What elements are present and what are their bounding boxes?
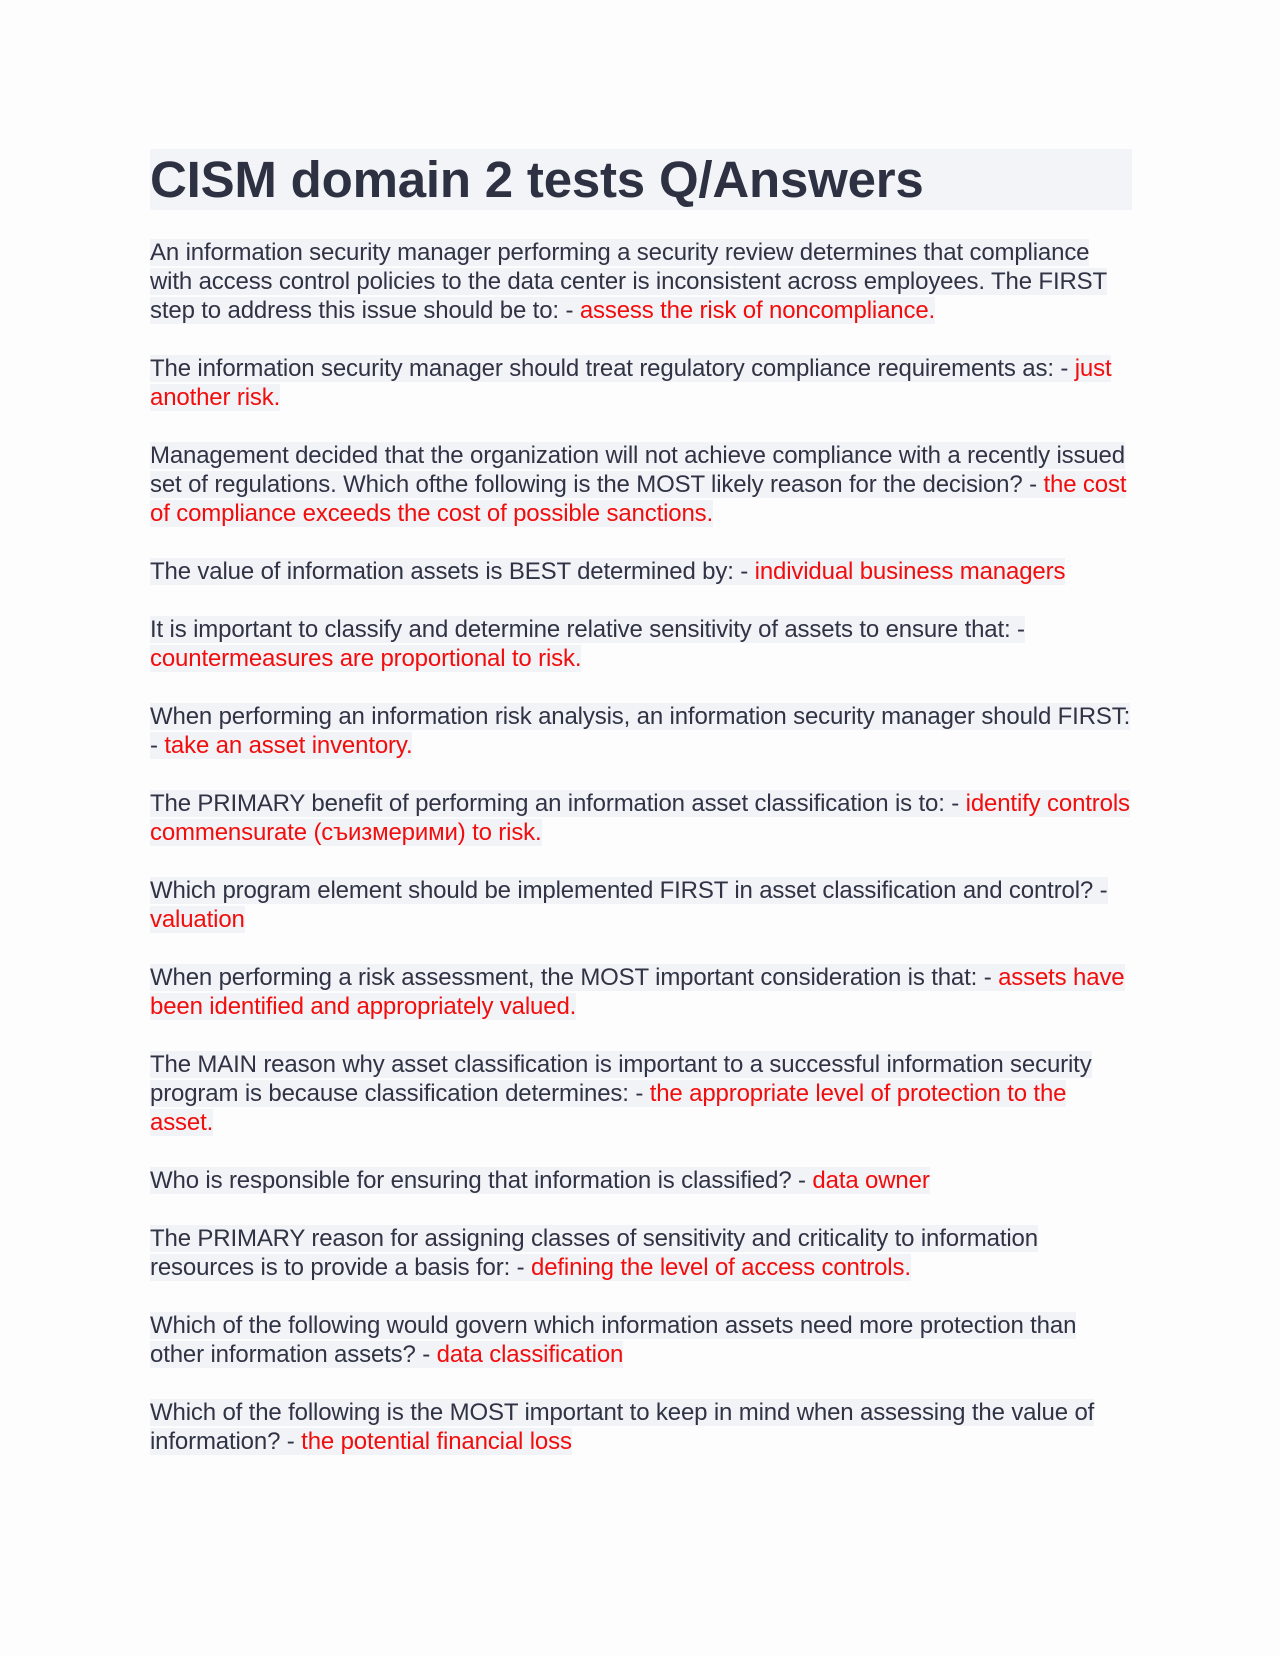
question-text: The PRIMARY benefit of performing an information asset classification is to: [150, 790, 945, 817]
qa-separator: - [1093, 877, 1108, 904]
question-text: Which of the following would govern which information assets need more protection than other information assets? [150, 1312, 1077, 1368]
qa-highlight [150, 790, 1130, 846]
document-page [150, 149, 1132, 1456]
qa-highlight [150, 703, 1130, 759]
qa-item [150, 876, 1132, 934]
qa-item [150, 1311, 1132, 1369]
question-text: Which program element should be implemented FIRST in asset classification and control? [150, 877, 1094, 904]
answer-text: data owner [812, 1167, 930, 1194]
qa-separator: - [558, 297, 580, 324]
qa-separator: - [415, 1341, 437, 1368]
qa-item [150, 1050, 1132, 1137]
answer-text: identify controls commensurate (съизмерими) to risk. [150, 790, 1130, 846]
qa-highlight [150, 877, 1108, 933]
qa-separator: - [1022, 471, 1044, 498]
question-text: The information security manager should treat regulatory compliance requirements as: [150, 355, 1054, 382]
qa-item [150, 1398, 1132, 1456]
question-text: The value of information assets is BEST determined by: [150, 558, 734, 585]
qa-item [150, 615, 1132, 673]
answer-text: the appropriate level of protection to the asset. [150, 1080, 1067, 1136]
qa-highlight [150, 616, 1025, 672]
question-text: Management decided that the organization will not achieve compliance with a recently issued set of regulations. Which ofthe following is the MOST likely reason for the decision? [150, 442, 1125, 498]
answer-text: valuation [150, 906, 245, 933]
qa-separator: - [150, 732, 165, 759]
qa-highlight [150, 239, 1107, 324]
qa-item [150, 441, 1132, 528]
question-text: Which of the following is the MOST important to keep in mind when assessing the value of information? [150, 1399, 1095, 1455]
qa-item [150, 557, 1132, 586]
question-text: Who is responsible for ensuring that information is classified? [150, 1167, 792, 1194]
answer-text: data classification [436, 1341, 624, 1368]
answer-text: just another risk. [150, 355, 1112, 411]
qa-highlight [150, 1399, 1094, 1455]
qa-item [150, 789, 1132, 847]
qa-separator: - [791, 1167, 813, 1194]
question-text: When performing a risk assessment, the MOST important consideration is that: [150, 964, 978, 991]
question-text: The MAIN reason why asset classification is important to a successful information security program is because classification determines: [150, 1051, 1092, 1107]
question-text: When performing an information risk analysis, an information security manager should FIRST: [150, 703, 1131, 730]
qa-highlight [150, 442, 1126, 527]
qa-item [150, 1166, 1132, 1195]
answer-text: the potential financial loss [301, 1428, 572, 1455]
qa-highlight [150, 558, 1065, 585]
qa-separator: - [510, 1254, 531, 1281]
qa-highlight [150, 1167, 930, 1194]
qa-highlight [150, 1225, 1038, 1281]
question-text: It is important to classify and determine relative sensitivity of assets to ensure that: [150, 616, 1011, 643]
qa-highlight [150, 355, 1111, 411]
qa-item [150, 1224, 1132, 1282]
qa-list [150, 238, 1132, 1456]
qa-item [150, 354, 1132, 412]
answer-text: assets have been identified and appropriately valued. [150, 964, 1125, 1020]
answer-text: individual business managers [754, 558, 1066, 585]
question-text: An information security manager performing a security review determines that compliance with access control policies to the data center is inconsistent across employees. The FIRST step to address this issue should be to: [150, 239, 1107, 324]
qa-item [150, 238, 1132, 325]
qa-highlight [150, 1312, 1076, 1368]
answer-text: defining the level of access controls. [531, 1254, 911, 1281]
qa-separator: - [944, 790, 966, 817]
answer-text: countermeasures are proportional to risk. [150, 645, 582, 672]
answer-text: take an asset inventory. [164, 732, 413, 759]
answer-text: assess the risk of noncompliance. [579, 297, 936, 324]
qa-separator: - [1053, 355, 1075, 382]
qa-separator: - [977, 964, 999, 991]
qa-item [150, 963, 1132, 1021]
document-title: CISM domain 2 tests Q/Answers [150, 149, 1132, 210]
qa-separator: - [733, 558, 755, 585]
qa-separator: - [1010, 616, 1025, 643]
question-text: The PRIMARY reason for assigning classes of sensitivity and criticality to information resources is to provide a basis for: [150, 1225, 1038, 1281]
qa-item [150, 702, 1132, 760]
qa-separator: - [628, 1080, 650, 1107]
answer-text: the cost of compliance exceeds the cost of possible sanctions. [150, 471, 1127, 527]
qa-highlight [150, 964, 1125, 1020]
qa-highlight [150, 1051, 1092, 1136]
qa-separator: - [280, 1428, 302, 1455]
